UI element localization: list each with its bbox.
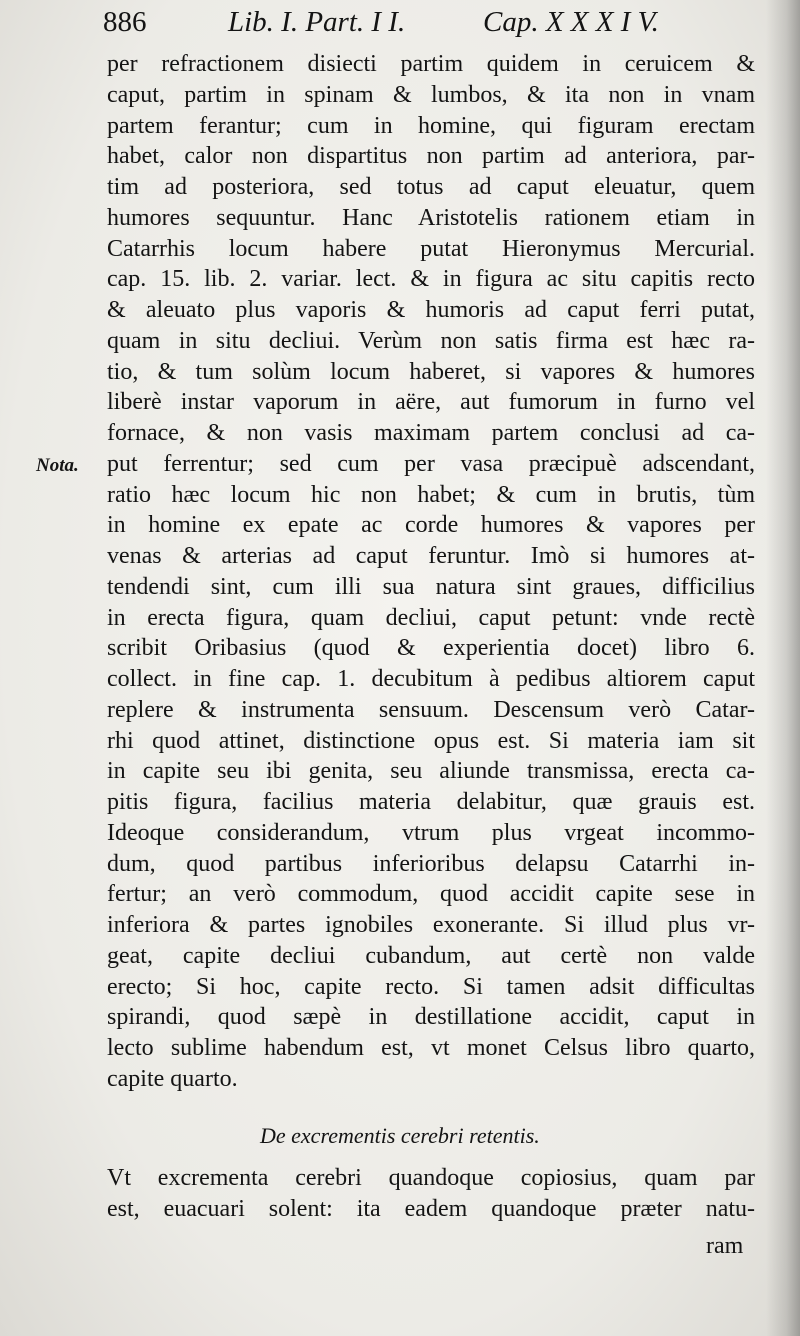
text-line: caput, partim in spinam & lumbos, & ita non in vnam <box>107 81 755 108</box>
text-line: fertur; an verò commodum, quod accidit capite sese in <box>107 881 755 908</box>
text-line: capite quarto. <box>107 1065 238 1092</box>
text-line: tendendi sint, cum illi sua natura sint graues, difficilius <box>107 573 755 600</box>
page-gutter-shadow <box>766 0 800 1336</box>
text-line: in capite seu ibi genita, seu aliunde transmissa, erecta ca- <box>107 758 755 785</box>
text-line: humores sequuntur. Hanc Aristotelis rationem etiam in <box>107 204 755 231</box>
text-line: est, euacuari solent: ita eadem quandoque præter natu- <box>107 1196 755 1222</box>
text-line: rhi quod attinet, distinctione opus est. Si materia iam sit <box>107 727 755 754</box>
text-line: Catarrhis locum habere putat Hieronymus Mercurial. <box>107 235 755 262</box>
text-line: Ideoque considerandum, vtrum plus vrgeat incommo- <box>107 819 755 846</box>
text-line: liberè instar vaporum in aëre, aut fumorum in furno vel <box>107 389 755 416</box>
text-line: per refractionem disiecti partim quidem in ceruicem & <box>107 51 755 77</box>
text-line: habet, calor non dispartitus non partim ad anteriora, par- <box>107 143 755 170</box>
text-line: pitis figura, facilius materia delabitur, quæ grauis est. <box>107 789 755 815</box>
text-line: in homine ex epate ac corde humores & vapores per <box>107 512 755 539</box>
text-line: fornace, & non vasis maximam partem conclusi ad ca- <box>107 420 755 446</box>
margin-note: Nota. <box>36 455 79 476</box>
main-paragraph <box>107 49 755 1095</box>
text-line: spirandi, quod sæpè in destillatione accidit, caput in <box>107 1004 755 1031</box>
text-line: collect. in fine cap. 1. decubitum à pedibus altiorem caput <box>107 666 755 692</box>
text-line: erecto; Si hoc, capite recto. Si tamen adsit difficultas <box>107 973 755 1000</box>
text-line: cap. 15. lib. 2. variar. lect. & in figura ac situ capitis recto <box>107 266 755 293</box>
text-line: lecto sublime habendum est, vt monet Celsus libro quarto, <box>107 1035 755 1061</box>
text-line: inferiora & partes ignobiles exonerante. Si illud plus vr- <box>107 912 755 938</box>
catchword: ram <box>706 1233 744 1259</box>
text-line: partem ferantur; cum in homine, qui figuram erectam <box>107 112 755 139</box>
text-line: geat, capite decliui cubandum, aut certè non valde <box>107 942 755 969</box>
header-chapter: Cap. X X X I V. <box>483 6 659 38</box>
page-number: 886 <box>103 6 147 38</box>
text-line: quam in situ decliui. Verùm non satis firma est hæc ra- <box>107 327 755 354</box>
text-line: ratio hæc locum hic non habet; & cum in brutis, tùm <box>107 481 755 508</box>
text-line: & aleuato plus vaporis & humoris ad caput ferri putat, <box>107 297 755 323</box>
text-line: tio, & tum solùm locum haberet, si vapores & humores <box>107 358 755 385</box>
section-title: De excrementis cerebri retentis. <box>260 1123 540 1148</box>
header-book: Lib. I. Part. I I. <box>228 6 406 38</box>
text-line: put ferrentur; sed cum per vasa præcipuè adscendant, <box>107 450 755 477</box>
text-line: in erecta figura, quam decliui, caput petunt: vnde rectè <box>107 604 755 631</box>
text-line: venas & arterias ad caput feruntur. Imò si humores at- <box>107 543 755 569</box>
text-line: replere & instrumenta sensuum. Descensum verò Catar- <box>107 696 755 723</box>
text-line: tim ad posteriora, sed totus ad caput eleuatur, quem <box>107 174 755 200</box>
second-paragraph <box>107 1163 755 1225</box>
running-header <box>103 6 748 48</box>
text-line: Vt excrementa cerebri quandoque copiosius, quam par <box>107 1165 755 1191</box>
text-line: dum, quod partibus inferioribus delapsu Catarrhi in- <box>107 850 755 877</box>
text-line: scribit Oribasius (quod & experientia docet) libro 6. <box>107 635 755 662</box>
